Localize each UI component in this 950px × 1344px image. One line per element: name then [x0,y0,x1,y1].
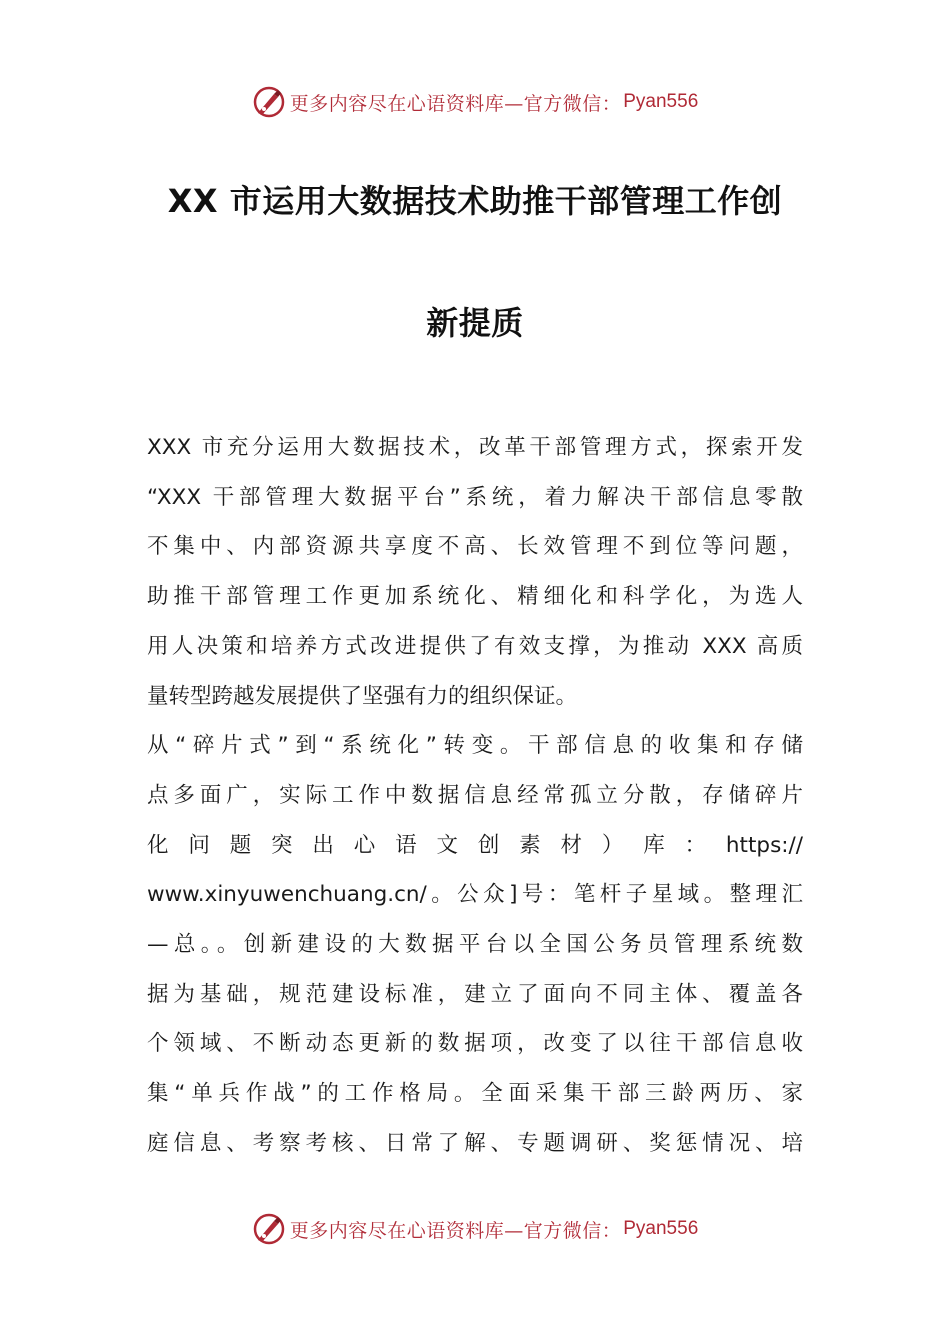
body-text-line: 用人决策和培养方式改进提供了有效支撑，为推动 XXX 高质 [147,633,803,659]
body-text-line: 从“碎片式”到“系统化”转变。干部信息的收集和存储 [147,733,803,759]
body-text-line: XXX 市充分运用大数据技术，改革干部管理方式，探索开发 [147,435,803,460]
banner-text: 更多内容尽在心语资料库—官方微信： [289,1219,622,1242]
body-text-line: 集“单兵作战”的工作格局。全面采集干部三龄两历、家 [147,1081,803,1107]
body-text-line: 庭信息、考察考核、日常了解、专题调研、奖惩情况、培 [147,1130,803,1156]
header-banner [0,82,950,122]
pen-logo-icon [252,85,286,119]
body-text-line: 不集中、内部资源共享度不高、长效管理不到位等问题， [147,534,803,560]
body-text-line: 量转型跨越发展提供了坚强有力的组织保证。 [147,683,578,709]
body-text-line: 点多面广，实际工作中数据信息经常孤立分散，存储碎片 [147,782,803,808]
banner-wechat-id: Pyan556 [623,91,699,112]
body-text-line: 化 问 题 突 出 心 语 文 创 素 材 ） 库 ： https:// [147,832,803,858]
banner-wechat-id: Pyan556 [623,1218,699,1239]
document-title-line-2: 新提质 [426,304,524,342]
body-text-line: 个领域、不断动态更新的数据项，改变了以往干部信息收 [147,1031,803,1057]
footer-banner [0,1209,950,1249]
document-title-line-1: XX 市运用大数据技术助推干部管理工作创 [167,182,783,220]
pen-logo-icon [252,1212,286,1246]
body-text-line: “XXX 干部管理大数据平台”系统，着力解决干部信息零散 [147,484,803,510]
banner-text: 更多内容尽在心语资料库—官方微信： [289,92,622,115]
body-text-line: 助推干部管理工作更加系统化、精细化和科学化，为选人 [147,584,803,610]
body-text-line: —总。。创新建设的大数据平台以全国公务员管理系统数 [147,932,803,957]
body-text-line: 据为基础，规范建设标准，建立了面向不同主体、覆盖各 [147,981,803,1007]
body-text-line: www.xinyuwenchuang.cn/。公众]号：笔杆子星域。整理汇 [147,882,803,908]
